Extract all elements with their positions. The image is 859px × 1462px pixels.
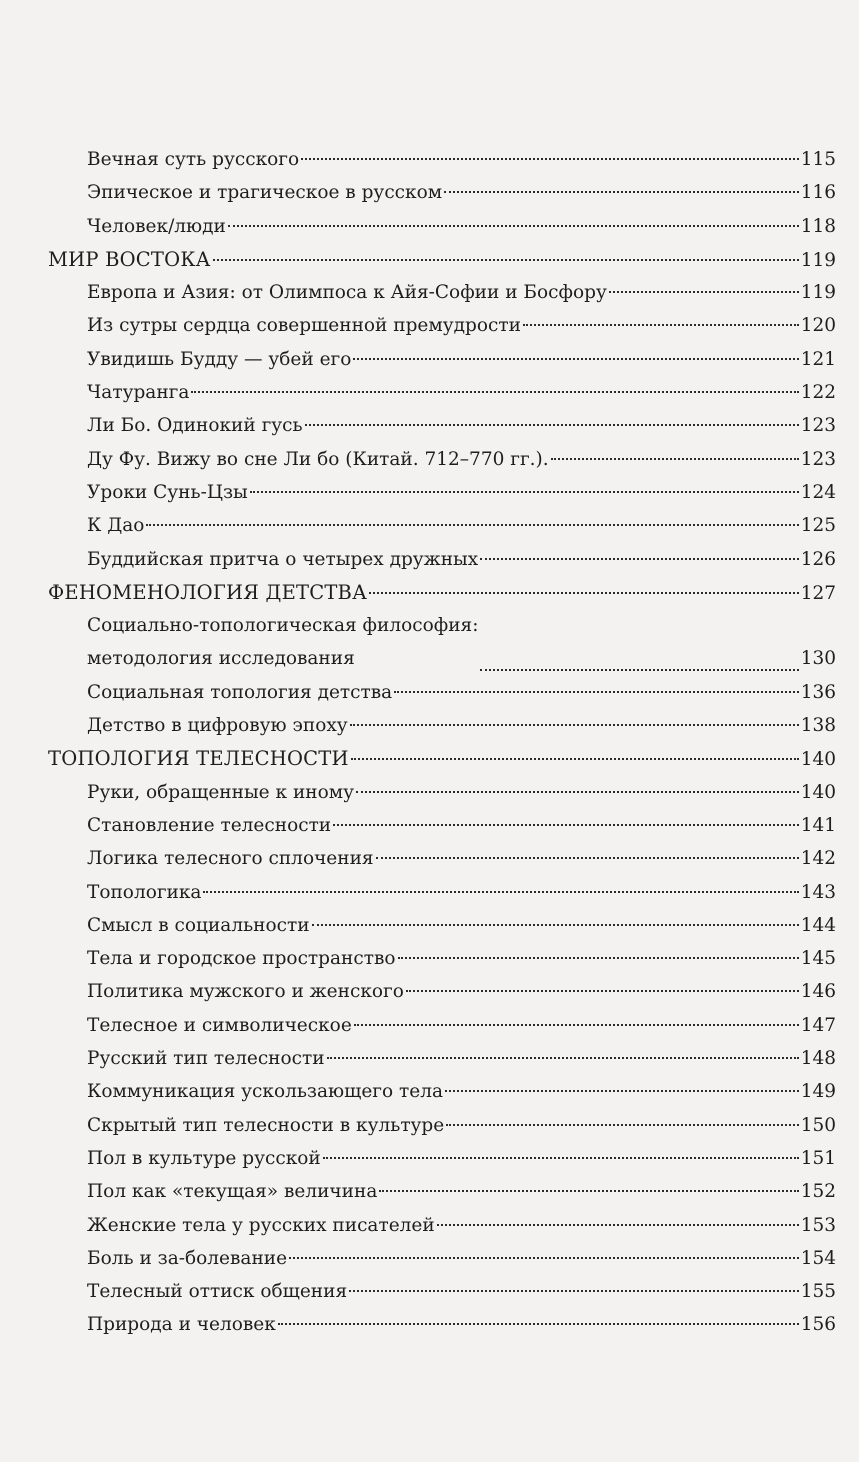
dot-leader <box>333 824 799 826</box>
toc-page-number: 121 <box>800 348 836 370</box>
dot-leader <box>444 191 799 193</box>
toc-entry-title: Социальная топология детства <box>87 681 393 703</box>
toc-section-title: ФЕНОМЕНОЛОГИЯ ДЕТСТВА <box>48 580 368 604</box>
toc-entry <box>48 543 836 576</box>
toc-page-number: 115 <box>800 149 836 170</box>
toc-section-heading <box>48 576 836 609</box>
dot-leader <box>609 291 799 293</box>
toc-entry-title: Скрытый тип телесности в культуре <box>87 1114 445 1136</box>
toc-entry-title: Топологика <box>87 881 202 903</box>
toc-page-number: 116 <box>800 182 836 204</box>
toc-entry <box>48 776 836 809</box>
dot-leader <box>445 1090 799 1092</box>
dot-leader <box>376 857 799 859</box>
toc-entry <box>48 1142 836 1175</box>
table-of-contents <box>48 143 836 1342</box>
toc-entry <box>48 676 836 709</box>
toc-page-number: 145 <box>800 948 836 970</box>
dot-leader <box>203 891 798 893</box>
toc-entry <box>48 609 836 676</box>
toc-entry <box>48 443 836 476</box>
dot-leader <box>191 391 798 393</box>
dot-leader <box>446 1124 798 1126</box>
toc-page-number: 144 <box>800 914 836 936</box>
toc-section-title: МИР ВОСТОКА <box>48 247 211 271</box>
toc-entry <box>48 1075 836 1108</box>
dot-leader <box>312 924 799 926</box>
toc-section-title: ТОПОЛОГИЯ ТЕЛЕСНОСТИ <box>48 747 349 771</box>
dot-leader <box>250 491 799 493</box>
toc-entry-title: Становление телесности <box>87 814 332 836</box>
toc-entry-title: Вечная суть русского <box>87 149 300 170</box>
toc-entry-title: Ду Фу. Вижу во сне Ли бо (Китай. 712–770 гг.). <box>87 448 549 470</box>
dot-leader <box>406 990 799 992</box>
toc-page-number: 153 <box>800 1214 836 1236</box>
toc-entry-title: Политика мужского и женского <box>87 981 404 1003</box>
toc-entry-title <box>87 609 478 676</box>
toc-section-heading <box>48 243 836 276</box>
toc-page-number: 136 <box>800 681 836 703</box>
dot-leader <box>228 225 799 227</box>
toc-entry-title: Европа и Азия: от Олимпоса к Айя-Софии и Босфору <box>87 282 607 304</box>
dot-leader <box>289 1257 799 1259</box>
toc-entry-title: Смысл в социальности <box>87 914 310 936</box>
dot-leader <box>353 358 798 360</box>
toc-entry <box>48 709 836 742</box>
toc-entry-title: Пол в культуре русской <box>87 1147 321 1169</box>
dot-leader <box>369 592 799 594</box>
toc-page-number: 123 <box>800 448 836 470</box>
toc-page-number: 141 <box>800 814 836 836</box>
toc-page-number: 146 <box>800 981 836 1003</box>
toc-page-number: 142 <box>800 848 836 870</box>
toc-page-number: 125 <box>800 515 836 537</box>
toc-entry <box>48 143 836 176</box>
toc-entry-title: Тела и городское пространство <box>87 948 396 970</box>
toc-page-number: 123 <box>800 415 836 437</box>
dot-leader <box>349 1290 799 1292</box>
toc-entry <box>48 1009 836 1042</box>
toc-entry <box>48 1175 836 1208</box>
toc-entry-title: Телесное и символическое <box>87 1014 352 1036</box>
toc-entry-title: Руки, обращенные к иному <box>87 781 355 803</box>
toc-entry <box>48 309 836 342</box>
dot-leader <box>350 724 799 726</box>
dot-leader <box>480 669 798 671</box>
dot-leader <box>523 324 799 326</box>
dot-leader <box>379 1190 798 1192</box>
toc-page-number: 154 <box>800 1247 836 1269</box>
toc-entry-title: Коммуникация ускользающего тела <box>87 1081 443 1103</box>
toc-entry-title-line2: методология исследования <box>87 648 355 670</box>
toc-page-number: 140 <box>800 749 836 771</box>
toc-entry <box>48 1042 836 1075</box>
toc-entry <box>48 1308 836 1341</box>
toc-entry-title: Природа и человек <box>87 1314 276 1336</box>
dot-leader <box>323 1157 799 1159</box>
toc-entry-title: Из сутры сердца совершенной премудрости <box>87 315 521 337</box>
toc-page-number: 130 <box>800 648 836 670</box>
toc-page-number: 150 <box>800 1114 836 1136</box>
toc-entry <box>48 509 836 542</box>
toc-page-number: 122 <box>800 382 836 404</box>
toc-entry-title: Ли Бо. Одинокий гусь <box>87 415 303 437</box>
toc-page-number: 120 <box>800 315 836 337</box>
toc-entry-title: Уроки Сунь-Цзы <box>87 481 248 503</box>
toc-entry-title-line1: Социально-топологическая философия: <box>87 615 479 637</box>
toc-entry <box>48 909 836 942</box>
toc-page-number: 152 <box>800 1181 836 1203</box>
dot-leader <box>278 1323 799 1325</box>
toc-page-number: 119 <box>800 249 836 271</box>
toc-page-number: 127 <box>800 582 836 604</box>
toc-entry-title: Женские тела у русских писателей <box>87 1214 435 1236</box>
toc-entry-title: Русский тип телесности <box>87 1048 325 1070</box>
toc-entry-title: Чатуранга <box>87 382 190 404</box>
toc-entry-title: Пол как «текущая» величина <box>87 1181 378 1203</box>
dot-leader <box>146 524 798 526</box>
toc-entry <box>48 876 836 909</box>
dot-leader <box>356 791 799 793</box>
toc-page-number: 151 <box>800 1147 836 1169</box>
toc-entry <box>48 1275 836 1308</box>
toc-section-heading <box>48 742 836 775</box>
toc-entry <box>48 1242 836 1275</box>
dot-leader <box>394 691 798 693</box>
toc-entry-title: Эпическое и трагическое в русском <box>87 182 443 204</box>
toc-page-number: 126 <box>800 548 836 570</box>
toc-page-number: 148 <box>800 1048 836 1070</box>
toc-entry <box>48 210 836 243</box>
toc-entry <box>48 409 836 442</box>
dot-leader <box>301 158 799 160</box>
toc-entry <box>48 176 836 209</box>
toc-entry-title: Человек/люди <box>87 215 226 237</box>
toc-entry-title: Буддийская притча о четырех дружных <box>87 548 479 570</box>
toc-entry <box>48 809 836 842</box>
dot-leader <box>398 957 799 959</box>
toc-entry <box>48 842 836 875</box>
toc-entry-title: Телесный оттиск общения <box>87 1281 348 1303</box>
toc-page-number: 119 <box>800 282 836 304</box>
toc-entry <box>48 1209 836 1242</box>
toc-entry <box>48 942 836 975</box>
dot-leader <box>437 1224 799 1226</box>
toc-entry <box>48 343 836 376</box>
toc-entry-title: Боль и за-болевание <box>87 1247 288 1269</box>
toc-page-number: 118 <box>800 215 836 237</box>
toc-entry <box>48 376 836 409</box>
toc-entry <box>48 1109 836 1142</box>
toc-page-number: 147 <box>800 1014 836 1036</box>
toc-entry <box>48 476 836 509</box>
dot-leader <box>305 424 799 426</box>
toc-page-number: 149 <box>800 1081 836 1103</box>
toc-page-number: 138 <box>800 715 836 737</box>
toc-entry <box>48 276 836 309</box>
dot-leader <box>354 1024 799 1026</box>
toc-entry-title: Детство в цифровую эпоху <box>87 715 348 737</box>
dot-leader <box>551 458 799 460</box>
toc-entry-title: Увидишь Будду — убей его <box>87 348 352 370</box>
dot-leader <box>213 259 799 261</box>
toc-page-number: 140 <box>800 781 836 803</box>
toc-entry-title: Логика телесного сплочения <box>87 848 374 870</box>
dot-leader <box>480 558 798 560</box>
dot-leader <box>351 758 799 760</box>
toc-page-number: 124 <box>800 481 836 503</box>
toc-page-number: 156 <box>800 1314 836 1336</box>
dot-leader <box>327 1057 799 1059</box>
toc-entry-title: К Дао <box>87 515 145 537</box>
toc-page-number: 143 <box>800 881 836 903</box>
toc-entry <box>48 975 836 1008</box>
toc-page-number: 155 <box>800 1281 836 1303</box>
